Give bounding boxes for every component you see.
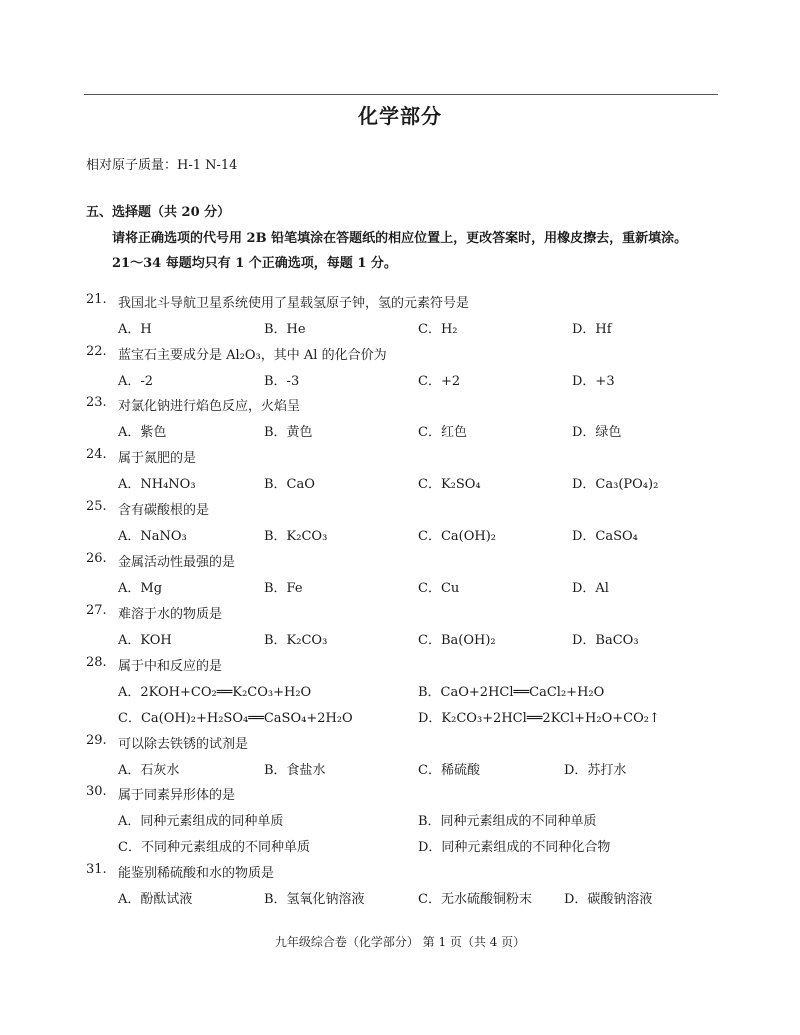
option-a: A．2KOH+CO₂══K₂CO₃+H₂O — [118, 685, 312, 700]
option-d: D．K₂CO₃+2HCl══2KCl+H₂O+CO₂↑ — [418, 711, 660, 726]
option-c: C．不同种元素组成的不同种单质 — [118, 840, 310, 855]
option-d: D．+3 — [572, 374, 615, 389]
options-22 — [118, 370, 718, 388]
option-b: B．He — [264, 322, 306, 337]
option-c: C．Ca(OH)₂ — [418, 529, 496, 544]
option-b: B．CaO — [264, 477, 315, 492]
options-28-row2 — [118, 707, 718, 725]
option-d: D．Al — [572, 581, 609, 596]
option-d: D．Ca₃(PO₄)₂ — [572, 477, 659, 492]
option-c: C．Ca(OH)₂+H₂SO₄══CaSO₄+2H₂O — [118, 711, 353, 726]
question-29 — [86, 733, 726, 751]
option-d: D．碳酸钠溶液 — [564, 892, 653, 907]
question-number: 30. — [86, 784, 107, 799]
question-number: 31. — [86, 862, 107, 877]
section-heading: 五、选择题（共 20 分） — [86, 205, 231, 220]
option-a: A．-2 — [118, 374, 154, 389]
option-c: C．+2 — [418, 374, 461, 389]
option-b: B．K₂CO₃ — [264, 529, 328, 544]
question-stem: 可以除去铁锈的试剂是 — [118, 737, 249, 752]
option-a: A．Mg — [118, 581, 163, 596]
option-a: A．NH₄NO₃ — [118, 477, 196, 492]
question-stem: 含有碳酸根的是 — [118, 503, 210, 518]
option-c: C．K₂SO₄ — [418, 477, 481, 492]
atomic-mass-note: 相对原子质量：H-1 N-14 — [86, 158, 238, 173]
options-28-row1 — [118, 681, 718, 699]
question-number: 29. — [86, 733, 107, 748]
option-a: A．KOH — [118, 633, 172, 648]
options-25 — [118, 525, 718, 543]
option-b: B．K₂CO₃ — [264, 633, 328, 648]
option-b: B．同种元素组成的不同种单质 — [418, 814, 597, 829]
option-a: A．紫色 — [118, 425, 167, 440]
question-26 — [86, 551, 726, 569]
option-d: D．CaSO₄ — [572, 529, 638, 544]
option-c: C．红色 — [418, 425, 467, 440]
options-29 — [118, 759, 718, 777]
option-b: B．黄色 — [264, 425, 313, 440]
question-28 — [86, 655, 726, 673]
options-26 — [118, 577, 718, 595]
question-stem: 属于中和反应的是 — [118, 659, 223, 674]
question-stem: 难溶于水的物质是 — [118, 607, 223, 622]
options-31 — [118, 888, 718, 906]
question-number: 25. — [86, 499, 107, 514]
instruction-line-1: 请将正确选项的代号用 2B 铅笔填涂在答题纸的相应位置上，更改答案时，用橡皮擦去，重新填涂。 — [112, 231, 688, 246]
question-number: 27. — [86, 603, 107, 618]
options-21 — [118, 318, 718, 336]
option-c: C．稀硫酸 — [418, 763, 480, 778]
option-c: C．无水硫酸铜粉末 — [418, 892, 532, 907]
options-30-row2 — [118, 836, 718, 854]
option-a: A．H — [118, 322, 152, 337]
question-22 — [86, 344, 726, 362]
instruction-line-2: 21～34 每题均只有 1 个正确选项，每题 1 分。 — [112, 256, 397, 271]
options-23 — [118, 421, 718, 439]
option-d: D．BaCO₃ — [572, 633, 639, 648]
option-b: B．食盐水 — [264, 763, 326, 778]
question-stem: 金属活动性最强的是 — [118, 555, 236, 570]
page-footer: 九年级综合卷（化学部分） 第 1 页（共 4 页） — [274, 935, 526, 949]
option-b: B．Fe — [264, 581, 303, 596]
question-number: 23. — [86, 395, 107, 410]
option-a: A．同种元素组成的同种单质 — [118, 814, 284, 829]
page-title: 化学部分 — [358, 104, 442, 128]
question-number: 21. — [86, 292, 107, 307]
option-d: D．绿色 — [572, 425, 622, 440]
option-b: B．氢氧化钠溶液 — [264, 892, 365, 907]
option-c: C．Ba(OH)₂ — [418, 633, 496, 648]
question-24 — [86, 447, 726, 465]
options-27 — [118, 629, 718, 647]
question-21 — [86, 292, 726, 310]
option-b: B．CaO+2HCl══CaCl₂+H₂O — [418, 685, 605, 700]
question-30 — [86, 784, 726, 802]
question-stem: 我国北斗导航卫星系统使用了星载氢原子钟，氢的元素符号是 — [118, 296, 470, 311]
option-a: A．酚酞试液 — [118, 892, 193, 907]
question-number: 24. — [86, 447, 107, 462]
question-number: 28. — [86, 655, 107, 670]
question-number: 26. — [86, 551, 107, 566]
option-d: D．Hf — [572, 322, 612, 337]
question-stem: 蓝宝石主要成分是 Al₂O₃，其中 Al 的化合价为 — [118, 348, 387, 363]
option-a: A．石灰水 — [118, 763, 180, 778]
options-30-row1 — [118, 810, 718, 828]
question-stem: 属于氮肥的是 — [118, 451, 197, 466]
question-23 — [86, 395, 726, 413]
option-c: C．Cu — [418, 581, 460, 596]
option-d: D．同种元素组成的不同种化合物 — [418, 840, 611, 855]
question-number: 22. — [86, 344, 107, 359]
option-c: C．H₂ — [418, 322, 458, 337]
question-27 — [86, 603, 726, 621]
options-24 — [118, 473, 718, 491]
top-rule — [84, 94, 718, 95]
question-31 — [86, 862, 726, 880]
option-b: B．-3 — [264, 374, 300, 389]
question-stem: 能鉴别稀硫酸和水的物质是 — [118, 866, 275, 881]
option-d: D．苏打水 — [564, 763, 627, 778]
question-stem: 属于同素异形体的是 — [118, 788, 236, 803]
question-25 — [86, 499, 726, 517]
question-stem: 对氯化钠进行焰色反应，火焰呈 — [118, 399, 301, 414]
option-a: A．NaNO₃ — [118, 529, 187, 544]
